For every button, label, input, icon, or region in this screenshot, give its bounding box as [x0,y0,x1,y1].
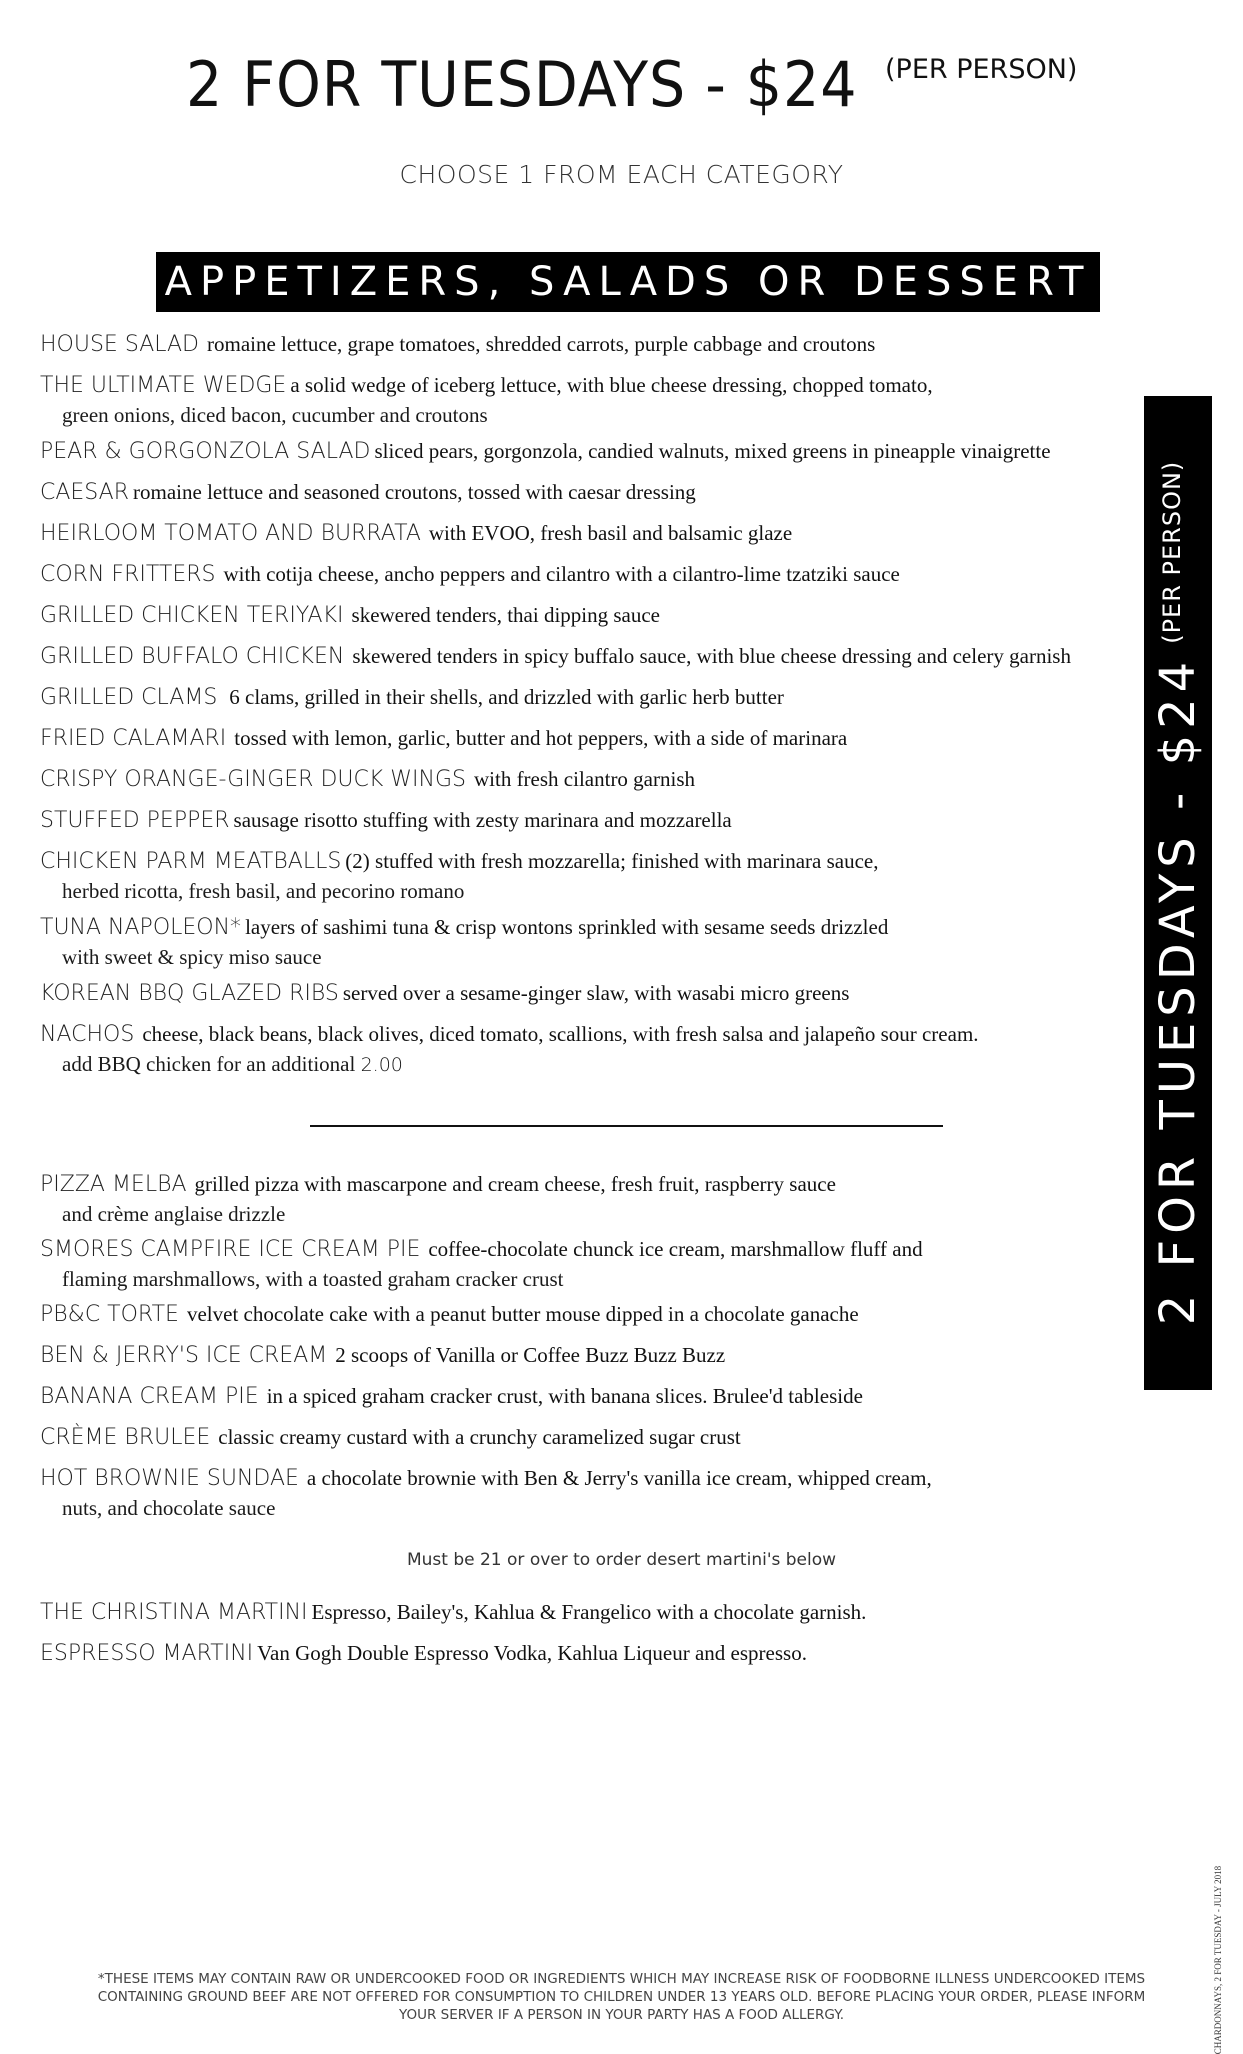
item-name: CAESAR [40,480,130,505]
print-credit-text: CHARDONNAYS, 2 FOR TUESDAY - JULY 2018 [1213,1865,1223,2054]
item-desc: served over a sesame-ginger slaw, with wasabi micro greens [342,981,850,1005]
item-desc: a solid wedge of iceberg lettuce, with blue cheese dressing, chopped tomato, [290,373,933,397]
item-desc-cont: with sweet & spicy miso sauce [62,945,322,969]
item-name: CRÈME BRULEE [40,1425,211,1450]
menu-item [40,1598,1130,1629]
item-name: GRILLED CHICKEN TERIYAKI [40,603,344,628]
menu-item [40,1020,1130,1078]
item-name: TUNA NAPOLEON* [40,915,242,940]
menu-item [40,519,1130,550]
item-name: STUFFED PEPPER [40,808,230,833]
menu-item [40,1639,1130,1670]
side-banner-per-person: (PER PERSON) [1158,460,1186,644]
menu-item [40,1382,1130,1413]
item-desc: classic creamy custard with a crunchy caramelized sugar crust [218,1425,741,1449]
item-name: CORN FRITTERS [40,562,216,587]
item-desc: romaine lettuce, grape tomatoes, shredded carrots, purple cabbage and croutons [207,332,876,356]
item-desc: velvet chocolate cake with a peanut butter mouse dipped in a chocolate ganache [186,1302,859,1326]
menu-item [40,765,1130,796]
item-desc: grilled pizza with mascarpone and cream cheese, fresh fruit, raspberry sauce [194,1172,836,1196]
menu-item [40,913,1130,970]
menu-item [40,330,1130,361]
side-banner-title: 2 FOR TUESDAYS - $24 [1150,655,1206,1326]
item-desc: layers of sashimi tuna & crisp wontons sprinkled with sesame seeds drizzled [245,915,889,939]
item-desc: coffee-chocolate chunck ice cream, marshmallow fluff and [428,1237,923,1261]
menu-item [40,1235,1130,1292]
menu-item [40,560,1130,591]
menu-item [40,1423,1130,1454]
item-name: FRIED CALAMARI [40,726,227,751]
section-divider [310,1125,943,1127]
item-name: GRILLED BUFFALO CHICKEN [40,644,345,669]
page-subtitle: CHOOSE 1 FROM EACH CATEGORY [399,160,844,189]
per-person-label: (PER PERSON) [885,54,1078,85]
item-name: CRISPY ORANGE-GINGER DUCK WINGS [40,767,466,792]
menu-item [40,806,1130,837]
section-banner: APPETIZERS, SALADS OR DESSERT [156,252,1100,312]
menu-item [40,1464,1130,1521]
item-desc-cont: add BBQ chicken for an additional [62,1052,356,1076]
side-banner-text [1150,461,1206,1326]
item-desc-cont: green onions, diced bacon, cucumber and croutons [62,403,488,427]
item-desc: Espresso, Bailey's, Kahlua & Frangelico with a chocolate garnish. [311,1600,867,1624]
disclaimer-line: CONTAINING GROUND BEEF ARE NOT OFFERED FOR CONSUMPTION TO CHILDREN UNDER 13 YEARS OLD. BEFORE PLACING YOUR ORDER, PLEASE INFORM [97,1989,1146,2005]
menu-item [40,371,1130,428]
item-desc: Van Gogh Double Espresso Vodka, Kahlua Liqueur and espresso. [257,1641,807,1665]
item-desc: 2 scoops of Vanilla or Coffee Buzz Buzz Buzz [335,1343,726,1367]
menu-item [40,478,1130,509]
item-desc: in a spiced graham cracker crust, with banana slices. Brulee'd tableside [266,1384,863,1408]
item-name: HEIRLOOM TOMATO AND BURRATA [40,521,421,546]
item-name: PB&C TORTE [40,1302,179,1327]
item-desc-cont: flaming marshmallows, with a toasted graham cracker crust [62,1267,564,1291]
item-desc: with EVOO, fresh basil and balsamic glaze [428,521,793,545]
item-name: CHICKEN PARM MEATBALLS [40,849,342,874]
item-desc: skewered tenders, thai dipping sauce [351,603,660,627]
print-credit [1208,1865,1228,2054]
item-price: 2.00 [360,1054,403,1076]
item-name: SMORES CAMPFIRE ICE CREAM PIE [40,1237,421,1262]
item-desc: sausage risotto stuffing with zesty marinara and mozzarella [233,808,732,832]
disclaimer-line: YOUR SERVER IF A PERSON IN YOUR PARTY HAS A FOOD ALLERGY. [398,2007,845,2023]
item-desc-cont: nuts, and chocolate sauce [62,1496,276,1520]
item-name: BEN & JERRY'S ICE CREAM [40,1343,328,1368]
menu-item [40,601,1130,632]
item-name: HOUSE SALAD [40,332,199,357]
page-title: 2 FOR TUESDAYS - $24 [186,48,858,121]
item-name: THE ULTIMATE WEDGE [40,373,287,398]
menu-item [40,437,1130,468]
allergy-disclaimer [60,1970,1183,2024]
item-name: THE CHRISTINA MARTINI [40,1600,308,1625]
item-desc: romaine lettuce and seasoned croutons, tossed with caesar dressing [133,480,696,504]
item-name: ESPRESSO MARTINI [40,1641,254,1666]
menu-item [40,979,1130,1010]
item-desc: cheese, black beans, black olives, diced tomato, scallions, with fresh salsa and jalapeño sour cream. [142,1022,979,1046]
menu-item [40,724,1130,755]
age-note: Must be 21 or over to order desert martini's below [406,1550,837,1570]
menu-item [40,847,1130,904]
item-desc-cont: and crème anglaise drizzle [62,1202,286,1226]
item-desc: sliced pears, gorgonzola, candied walnuts, mixed greens in pineapple vinaigrette [374,439,1051,463]
item-desc-cont: herbed ricotta, fresh basil, and pecorino romano [62,879,465,903]
item-name: NACHOS [40,1022,135,1047]
menu-item [40,1300,1130,1331]
disclaimer-line: *THESE ITEMS MAY CONTAIN RAW OR UNDERCOOKED FOOD OR INGREDIENTS WHICH MAY INCREASE RISK OF FOODBORNE ILLNESS UNDERCOOKED ITEMS [97,1971,1146,1987]
item-desc: a chocolate brownie with Ben & Jerry's vanilla ice cream, whipped cream, [306,1466,932,1490]
item-name: PIZZA MELBA [40,1172,187,1197]
item-desc: 6 clams, grilled in their shells, and drizzled with garlic herb butter [229,685,784,709]
menu-item [40,1170,1130,1227]
item-name: PEAR & GORGONZOLA SALAD [40,439,371,464]
menu-item [40,642,1130,673]
item-desc: with cotija cheese, ancho peppers and cilantro with a cilantro-lime tzatziki sauce [223,562,900,586]
menu-item [40,683,1130,714]
side-banner [1144,396,1212,1390]
item-desc: tossed with lemon, garlic, butter and hot peppers, with a side of marinara [234,726,848,750]
item-name: BANANA CREAM PIE [40,1384,259,1409]
item-name: GRILLED CLAMS [40,685,218,710]
item-desc: skewered tenders in spicy buffalo sauce, with blue cheese dressing and celery garnish [352,644,1071,668]
menu-item [40,1341,1130,1372]
header [0,40,1243,189]
item-desc: with fresh cilantro garnish [473,767,696,791]
item-name: KOREAN BBQ GLAZED RIBS [40,981,339,1006]
item-desc: (2) stuffed with fresh mozzarella; finished with marinara sauce, [345,849,879,873]
item-name: HOT BROWNIE SUNDAE [40,1466,299,1491]
